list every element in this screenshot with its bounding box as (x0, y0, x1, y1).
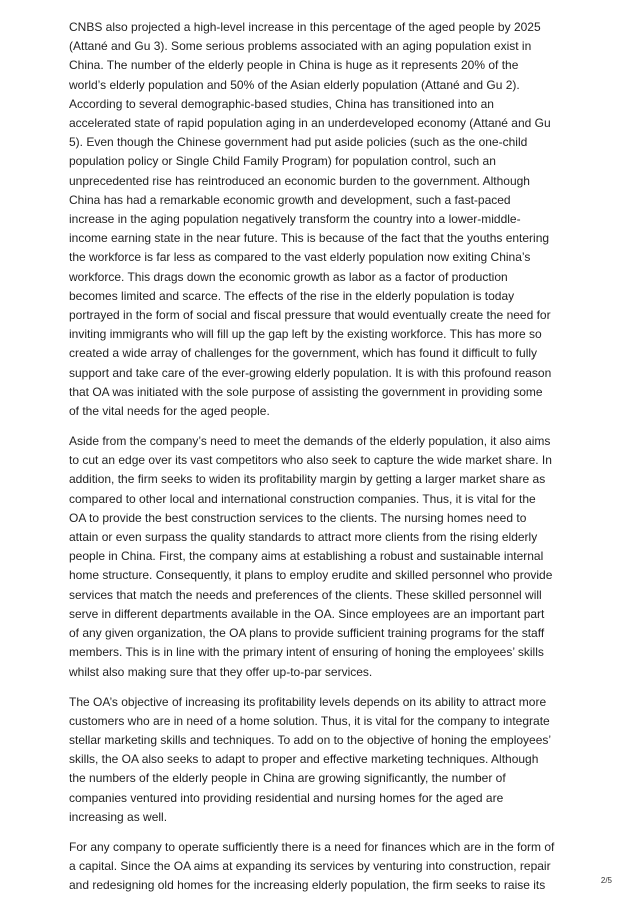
paragraph-company-objectives: Aside from the company’s need to meet the demands of the elderly population, it also aims to cut an edge over its vast competitors who also seek to capture the wide market share. In addition, the firm seeks to widen its profitability margin by getting a larger market share as compared to other local and international construction companies. Thus, it is vital for the OA to provide the best construction services to the clients. The nursing homes need to attain or even surpass the quality standards to attract more clients from the rising elderly people in China. First, the company aims at establishing a robust and sustainable internal home structure. Consequently, it plans to employ erudite and skilled personnel who provide services that match the needs and preferences of the clients. These skilled personnel will serve in different departments available in the OA. Since employees are an important part of any given organization, the OA plans to provide sufficient training programs for the staff members. This is in line with the primary intent of ensuring of honing the employees’ skills whilst also making sure that they offer up-to-par services. (69, 434, 553, 679)
paragraph-population-aging: CNBS also projected a high-level increase in this percentage of the aged people by 2025 (Attané and Gu 3). Some serious problems associated with an aging population exist in China. The number of the elderly people in China is huge as it represents 20% of the world’s elderly population and 50% of the Asian elderly population (Attané and Gu 2). According to several demographic-based studies, China has transitioned into an accelerated state of rapid population aging in an underdeveloped economy (Attané and Gu 5). Even though the Chinese government had put aside policies (such as the one-child population policy or Single Child Family Program) for population control, such an unprecedented rise has reintroduced an economic burden to the government. Although China has had a remarkable economic growth and development, such a fast-paced increase in the aging population negatively transform the country into a lower-middle- income earning state in the near future. This is because of the fact that the youths entering the workforce is far less as compared to the vast elderly population now exiting China’s workforce. This drags down the economic growth as labor as a factor of production becomes limited and scarce. The effects of the rise in the elderly population is today portrayed in the form of social and fiscal pressure that would eventually create the need for inviting immigrants who will fill up the gap left by the existing workforce. This has more so created a wide array of challenges for the government, which has found it difficult to fully support and take care of the ever-growing elderly population. It is with this profound reason that OA was initiated with the sole purpose of assisting the government in providing some of the vital needs for the aged people. (69, 20, 552, 419)
document-body (69, 18, 556, 906)
paragraph-finances: For any company to operate sufficiently there is a need for finances which are in the form of a capital. Since the OA aims at expanding its services by venturing into construction, repair and redesigning old homes for the increasing elderly population, the firm seeks to raise its (69, 839, 555, 893)
page-number: 2/5 (600, 876, 612, 885)
paragraph-marketing: The OA’s objective of increasing its profitability levels depends on its ability to attract more customers who are in need of a home solution. Thus, it is vital for the company to integrate stellar marketing skills and techniques. To add on to the objective of honing the employees’ skills, the OA also seeks to adapt to proper and effective marketing techniques. Although the numbers of the elderly people in China are growing significantly, the number of companies ventured into providing residential and nursing homes for the aged are increasing as well. (69, 694, 552, 824)
